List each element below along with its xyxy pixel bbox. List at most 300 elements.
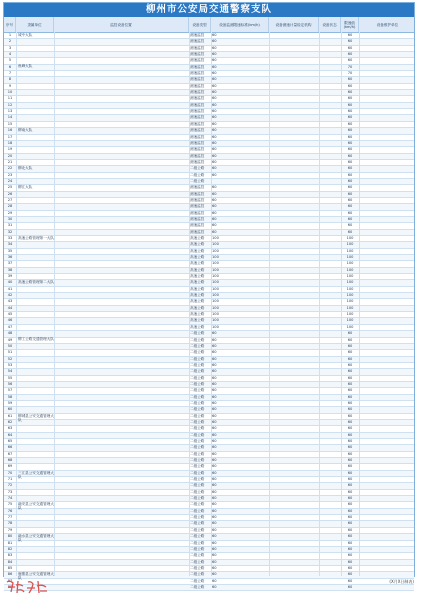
grid-divider bbox=[211, 32, 212, 576]
row-speed-standard: 60 bbox=[212, 331, 217, 336]
col-head-no: 序号 bbox=[4, 17, 16, 32]
row-speed-limit: 60 bbox=[347, 445, 353, 450]
row-number: 72 bbox=[7, 483, 13, 488]
row-number: 6 bbox=[8, 64, 12, 69]
row-device-type: 二级公路 bbox=[190, 559, 205, 564]
row-device-type: 二级公路 bbox=[190, 178, 205, 183]
row-speed-standard: 60 bbox=[212, 572, 217, 577]
row-device-type: 测速监控 bbox=[190, 96, 205, 101]
row-number: 85 bbox=[7, 565, 13, 570]
row-speed-limit: 60 bbox=[347, 477, 353, 482]
row-speed-standard: 60 bbox=[212, 71, 217, 76]
row-speed-standard: 60 bbox=[212, 470, 217, 475]
row-number: 25 bbox=[7, 185, 13, 190]
row-speed-standard: 60 bbox=[212, 413, 217, 418]
row-device-type: 高速公路 bbox=[190, 299, 205, 304]
row-device-type: 测速监控 bbox=[190, 33, 205, 37]
row-number: 58 bbox=[7, 394, 13, 399]
row-speed-limit: 60 bbox=[347, 540, 353, 545]
row-speed-standard: 60 bbox=[212, 489, 217, 494]
row-speed-limit: 100 bbox=[346, 299, 354, 304]
row-speed-standard: 100 bbox=[212, 267, 219, 272]
row-speed-limit: 60 bbox=[347, 178, 353, 183]
row-speed-limit: 60 bbox=[347, 432, 353, 437]
row-speed-limit: 60 bbox=[347, 400, 353, 405]
row-device-type: 高速公路 bbox=[190, 255, 205, 260]
row-number: 32 bbox=[7, 229, 13, 234]
col-head-supplier: 设备测速计量检定机构 bbox=[269, 17, 319, 32]
newspaper-logo-stamp bbox=[4, 578, 50, 596]
row-speed-standard: 60 bbox=[212, 90, 217, 95]
row-speed-standard: 60 bbox=[212, 559, 217, 564]
row-device-type: 二级公路 bbox=[190, 502, 205, 507]
row-number: 18 bbox=[7, 140, 13, 145]
unit-group-label: 高速公路管理第一大队 bbox=[18, 235, 54, 240]
row-speed-limit: 60 bbox=[347, 553, 353, 558]
unit-group-label: 鹿寨县公安交通管理大队 bbox=[18, 572, 54, 581]
row-number: 52 bbox=[7, 356, 13, 361]
row-device-type: 高速公路 bbox=[190, 236, 205, 240]
table-body bbox=[4, 33, 414, 591]
row-speed-standard: 60 bbox=[212, 407, 217, 412]
row-number: 14 bbox=[7, 115, 13, 120]
row-speed-standard: 100 bbox=[212, 286, 219, 291]
row-speed-standard: 60 bbox=[212, 140, 217, 145]
row-speed-limit: 60 bbox=[347, 191, 353, 196]
row-speed-standard bbox=[211, 179, 269, 184]
col-head-unit: 隶属单位 bbox=[16, 17, 54, 32]
row-speed-limit: 60 bbox=[347, 102, 353, 107]
row-device-type: 测速监控 bbox=[190, 185, 205, 190]
row-speed-standard: 100 bbox=[212, 236, 219, 240]
row-speed-limit: 60 bbox=[347, 96, 353, 101]
row-number: 66 bbox=[7, 445, 13, 450]
row-number: 4 bbox=[8, 52, 12, 57]
row-speed-limit: 60 bbox=[347, 426, 353, 431]
row-number: 38 bbox=[7, 267, 13, 272]
unit-group-label: 三江县公安交通管理大队 bbox=[18, 470, 54, 479]
grid-divider bbox=[16, 32, 17, 576]
row-speed-standard: 60 bbox=[212, 515, 217, 520]
row-speed-standard: 60 bbox=[212, 426, 217, 431]
row-number: 87 bbox=[7, 578, 13, 583]
row-speed-limit: 100 bbox=[346, 255, 354, 260]
row-speed-standard: 60 bbox=[212, 483, 217, 488]
row-number: 79 bbox=[7, 527, 13, 532]
row-speed-limit: 100 bbox=[346, 274, 354, 279]
row-speed-limit: 60 bbox=[347, 197, 353, 202]
row-number: 77 bbox=[7, 515, 13, 520]
row-device-type: 测速监控 bbox=[190, 115, 205, 120]
row-number: 1 bbox=[8, 33, 12, 37]
row-speed-standard: 100 bbox=[212, 293, 219, 298]
row-speed-standard: 60 bbox=[212, 33, 217, 37]
row-speed-standard: 100 bbox=[212, 324, 219, 329]
row-speed-standard: 60 bbox=[212, 565, 217, 570]
unit-group-label: 融水县公安交通管理大队 bbox=[18, 534, 54, 543]
unit-group-label: 高速公路管理第二大队 bbox=[18, 280, 54, 285]
row-speed-standard: 60 bbox=[212, 109, 217, 114]
row-speed-limit: 100 bbox=[346, 280, 354, 285]
row-speed-standard: 60 bbox=[212, 128, 217, 133]
row-device-type: 高速公路 bbox=[190, 293, 205, 298]
unit-group-label: 柳北大队 bbox=[18, 165, 33, 170]
row-speed-standard: 60 bbox=[212, 96, 217, 101]
row-speed-limit: 60 bbox=[347, 343, 353, 348]
row-speed-limit: 60 bbox=[347, 483, 353, 488]
row-device-type: 高速公路 bbox=[190, 318, 205, 323]
row-device-type: 高速公路 bbox=[190, 324, 205, 329]
row-number: 50 bbox=[7, 343, 13, 348]
row-device-type: 二级公路 bbox=[190, 546, 205, 551]
row-device-type: 测速监控 bbox=[190, 191, 205, 196]
row-speed-limit: 60 bbox=[347, 39, 353, 44]
row-speed-standard: 60 bbox=[212, 356, 217, 361]
row-speed-limit: 100 bbox=[346, 324, 354, 329]
row-number: 83 bbox=[7, 553, 13, 558]
unit-group-label: 柳南大队 bbox=[18, 127, 33, 132]
row-number: 17 bbox=[7, 134, 13, 139]
row-number: 8 bbox=[8, 77, 12, 82]
row-speed-standard: 60 bbox=[212, 204, 217, 209]
row-number: 53 bbox=[7, 362, 13, 367]
row-speed-limit: 60 bbox=[347, 128, 353, 133]
row-device-type: 测速监控 bbox=[190, 216, 205, 221]
row-speed-limit: 100 bbox=[346, 293, 354, 298]
row-number: 35 bbox=[7, 248, 13, 253]
row-number: 28 bbox=[7, 204, 13, 209]
row-speed-limit: 60 bbox=[347, 559, 353, 564]
row-number: 51 bbox=[7, 350, 13, 355]
row-device-type: 二级公路 bbox=[190, 477, 205, 482]
row-speed-limit: 60 bbox=[347, 419, 353, 424]
row-device-type: 测速监控 bbox=[190, 159, 205, 164]
row-speed-standard: 60 bbox=[212, 223, 217, 228]
row-device-type: 高速公路 bbox=[190, 242, 205, 247]
row-speed-standard: 100 bbox=[212, 318, 219, 323]
row-speed-standard: 60 bbox=[212, 115, 217, 120]
row-speed-standard: 60 bbox=[212, 369, 217, 374]
row-device-type: 二级公路 bbox=[190, 388, 205, 393]
row-device-type: 二级公路 bbox=[190, 381, 205, 386]
row-device-type: 测速监控 bbox=[190, 121, 205, 126]
row-speed-standard: 60 bbox=[212, 147, 217, 152]
row-number: 84 bbox=[7, 559, 13, 564]
row-speed-limit: 60 bbox=[347, 140, 353, 145]
row-number: 60 bbox=[7, 407, 13, 412]
row-device-type: 二级公路 bbox=[190, 445, 205, 450]
row-speed-limit: 60 bbox=[347, 115, 353, 120]
row-device-type: 测速监控 bbox=[190, 77, 205, 82]
row-number: 24 bbox=[7, 178, 13, 183]
row-speed-standard: 60 bbox=[212, 39, 217, 44]
row-speed-standard: 60 bbox=[212, 578, 217, 583]
row-device-type: 二级公路 bbox=[190, 470, 205, 475]
unit-group-label: 柳工公路交通管理大队 bbox=[18, 337, 54, 342]
row-number: 62 bbox=[7, 419, 13, 424]
row-speed-standard: 60 bbox=[212, 521, 217, 526]
row-speed-limit: 60 bbox=[347, 470, 353, 475]
row-speed-standard: 100 bbox=[212, 305, 219, 310]
row-number: 81 bbox=[7, 540, 13, 545]
row-number: 78 bbox=[7, 521, 13, 526]
row-device-type: 二级公路 bbox=[190, 166, 205, 171]
row-device-type: 测速监控 bbox=[190, 134, 205, 139]
grid-divider bbox=[359, 32, 360, 576]
row-speed-limit: 60 bbox=[347, 502, 353, 507]
row-number: 33 bbox=[7, 236, 13, 240]
row-speed-limit: 60 bbox=[347, 578, 353, 583]
row-speed-standard: 100 bbox=[212, 280, 219, 285]
row-speed-standard: 60 bbox=[212, 52, 217, 57]
row-device-type: 二级公路 bbox=[190, 419, 205, 424]
row-speed-standard: 60 bbox=[212, 121, 217, 126]
row-speed-limit: 60 bbox=[347, 407, 353, 412]
row-device-type: 二级公路 bbox=[190, 572, 205, 577]
row-speed-standard: 60 bbox=[212, 350, 217, 355]
row-speed-standard: 60 bbox=[212, 134, 217, 139]
row-speed-limit: 100 bbox=[346, 305, 354, 310]
row-speed-limit: 60 bbox=[347, 369, 353, 374]
col-head-speed: 设备监测限速标准(km/h) bbox=[211, 17, 269, 32]
row-device-type: 二级公路 bbox=[190, 489, 205, 494]
row-number: 88 bbox=[7, 584, 13, 589]
row-number: 15 bbox=[7, 121, 13, 126]
row-number: 9 bbox=[8, 83, 12, 88]
row-device-type: 测速监控 bbox=[190, 197, 205, 202]
row-number: 45 bbox=[7, 312, 13, 317]
row-number: 7 bbox=[8, 71, 12, 76]
row-speed-standard: 100 bbox=[212, 242, 219, 247]
row-device-type: 二级公路 bbox=[190, 394, 205, 399]
unit-group-label: 城中大队 bbox=[18, 32, 33, 37]
row-speed-standard: 60 bbox=[212, 451, 217, 456]
row-device-type: 二级公路 bbox=[190, 534, 205, 539]
row-device-type: 二级公路 bbox=[190, 439, 205, 443]
row-device-type: 测速监控 bbox=[190, 109, 205, 114]
row-number: 43 bbox=[7, 299, 13, 304]
row-number: 54 bbox=[7, 369, 13, 374]
row-speed-standard: 60 bbox=[212, 432, 217, 437]
row-device-type: 二级公路 bbox=[190, 515, 205, 520]
row-speed-limit: 60 bbox=[347, 584, 353, 589]
row-number: 16 bbox=[7, 128, 13, 133]
row-speed-limit: 60 bbox=[347, 33, 353, 37]
row-speed-standard: 60 bbox=[212, 400, 217, 405]
row-device-type: 二级公路 bbox=[190, 407, 205, 412]
row-number: 12 bbox=[7, 102, 13, 107]
row-speed-standard: 100 bbox=[212, 248, 219, 253]
row-device-type: 测速监控 bbox=[190, 71, 205, 76]
row-speed-limit: 60 bbox=[347, 350, 353, 355]
row-speed-standard: 100 bbox=[212, 312, 219, 317]
row-device-type: 二级公路 bbox=[190, 565, 205, 570]
row-speed-limit: 60 bbox=[347, 496, 353, 501]
row-speed-limit: 60 bbox=[347, 204, 353, 209]
row-device-type: 二级公路 bbox=[190, 426, 205, 431]
row-device-type: 二级公路 bbox=[190, 451, 205, 456]
row-speed-standard: 60 bbox=[212, 102, 217, 107]
row-device-type: 二级公路 bbox=[190, 527, 205, 532]
row-speed-limit: 100 bbox=[346, 286, 354, 291]
grid-divider bbox=[269, 32, 270, 576]
row-speed-limit: 60 bbox=[347, 172, 353, 177]
row-device-type: 测速监控 bbox=[190, 102, 205, 107]
column-header-row bbox=[4, 17, 414, 33]
row-number: 67 bbox=[7, 451, 13, 456]
row-speed-standard: 60 bbox=[212, 362, 217, 367]
row-device-type: 测速监控 bbox=[190, 204, 205, 209]
row-number: 29 bbox=[7, 210, 13, 215]
grid-divider bbox=[341, 32, 342, 576]
row-speed-limit: 60 bbox=[347, 356, 353, 361]
row-device-type: 高速公路 bbox=[190, 274, 205, 279]
row-number: 11 bbox=[7, 96, 13, 101]
row-number: 5 bbox=[8, 58, 12, 63]
row-speed-limit: 60 bbox=[347, 464, 353, 469]
row-number: 10 bbox=[7, 90, 13, 95]
row-number: 40 bbox=[7, 280, 13, 285]
row-number: 21 bbox=[7, 159, 13, 164]
row-number: 2 bbox=[8, 39, 12, 44]
row-speed-standard: 100 bbox=[212, 299, 219, 304]
row-number: 47 bbox=[7, 324, 13, 329]
row-speed-standard: 60 bbox=[212, 58, 217, 63]
row-device-type: 二级公路 bbox=[190, 553, 205, 558]
row-speed-limit: 60 bbox=[347, 546, 353, 551]
row-device-type: 测速监控 bbox=[190, 128, 205, 133]
row-speed-standard: 60 bbox=[212, 388, 217, 393]
row-speed-standard: 60 bbox=[212, 159, 217, 164]
grid-divider bbox=[54, 32, 55, 576]
row-speed-limit: 70 bbox=[347, 64, 353, 69]
row-speed-standard: 60 bbox=[212, 191, 217, 196]
col-head-type: 设备类型 bbox=[189, 17, 211, 32]
row-speed-limit: 60 bbox=[347, 381, 353, 386]
unit-group-label: 融安县公安交通管理大队 bbox=[18, 502, 54, 511]
row-speed-limit: 60 bbox=[347, 185, 353, 190]
row-number: 48 bbox=[7, 331, 13, 336]
row-device-type: 高速公路 bbox=[190, 312, 205, 317]
calligraphy-logo-icon bbox=[7, 581, 47, 593]
row-device-type: 测速监控 bbox=[190, 210, 205, 215]
row-device-type: 测速监控 bbox=[190, 147, 205, 152]
row-speed-standard: 60 bbox=[212, 534, 217, 539]
row-device-type: 测速监控 bbox=[190, 58, 205, 63]
row-number: 64 bbox=[7, 432, 13, 437]
row-device-type: 二级公路 bbox=[190, 432, 205, 437]
row-number: 86 bbox=[7, 572, 13, 577]
row-speed-standard: 100 bbox=[212, 261, 219, 266]
row-number: 20 bbox=[7, 153, 13, 158]
row-speed-limit: 60 bbox=[347, 375, 353, 380]
row-number: 36 bbox=[7, 255, 13, 260]
row-number: 82 bbox=[7, 546, 13, 551]
col-head-limit: 限速值(km/h) bbox=[341, 17, 359, 32]
row-speed-standard: 60 bbox=[212, 83, 217, 88]
row-number: 74 bbox=[7, 496, 13, 501]
row-speed-limit: 60 bbox=[347, 109, 353, 114]
row-device-type: 二级公路 bbox=[190, 350, 205, 355]
row-device-type: 测速监控 bbox=[190, 83, 205, 88]
row-speed-limit: 60 bbox=[347, 508, 353, 513]
row-speed-limit: 70 bbox=[347, 71, 353, 76]
row-device-type: 高速公路 bbox=[190, 305, 205, 310]
row-speed-standard: 100 bbox=[212, 255, 219, 260]
row-speed-standard: 60 bbox=[212, 229, 217, 234]
row-number: 70 bbox=[7, 470, 13, 475]
row-speed-limit: 100 bbox=[346, 318, 354, 323]
row-speed-limit: 60 bbox=[347, 451, 353, 456]
row-speed-standard: 60 bbox=[212, 419, 217, 424]
row-number: 49 bbox=[7, 337, 13, 342]
row-number: 22 bbox=[7, 166, 13, 171]
row-speed-limit: 60 bbox=[347, 134, 353, 139]
table-title: 柳州市公安局交通警察支队 bbox=[4, 3, 414, 17]
row-speed-standard: 60 bbox=[212, 343, 217, 348]
col-head-operator: 设备维护单位 bbox=[376, 22, 399, 27]
row-device-type: 测速监控 bbox=[190, 39, 205, 44]
row-speed-standard: 60 bbox=[212, 337, 217, 342]
row-device-type: 高速公路 bbox=[190, 261, 205, 266]
row-number: 63 bbox=[7, 426, 13, 431]
row-number: 37 bbox=[7, 261, 13, 266]
row-device-type: 测速监控 bbox=[190, 153, 205, 158]
row-device-type: 二级公路 bbox=[190, 584, 205, 589]
row-speed-limit: 60 bbox=[347, 413, 353, 418]
row-speed-limit: 60 bbox=[347, 331, 353, 336]
table-footnote: (X月X日制表) bbox=[389, 579, 414, 584]
row-device-type: 二级公路 bbox=[190, 369, 205, 374]
row-number: 39 bbox=[7, 274, 13, 279]
row-device-type: 测速监控 bbox=[190, 140, 205, 145]
row-speed-standard: 60 bbox=[212, 458, 217, 463]
row-speed-limit: 60 bbox=[347, 58, 353, 63]
row-device-type: 二级公路 bbox=[190, 331, 205, 336]
row-number: 31 bbox=[7, 223, 13, 228]
row-speed-standard: 60 bbox=[212, 508, 217, 513]
row-speed-standard: 60 bbox=[212, 381, 217, 386]
row-number: 19 bbox=[7, 147, 13, 152]
row-device-type: 二级公路 bbox=[190, 464, 205, 469]
row-number: 75 bbox=[7, 502, 13, 507]
row-device-type: 二级公路 bbox=[190, 483, 205, 488]
row-speed-limit: 100 bbox=[346, 261, 354, 266]
row-speed-limit: 60 bbox=[347, 458, 353, 463]
row-speed-standard: 60 bbox=[212, 527, 217, 532]
row-device-type: 测速监控 bbox=[190, 229, 205, 234]
row-number: 71 bbox=[7, 477, 13, 482]
row-device-type: 二级公路 bbox=[190, 458, 205, 463]
row-speed-standard: 60 bbox=[212, 166, 217, 171]
row-speed-limit: 60 bbox=[347, 159, 353, 164]
row-speed-standard: 60 bbox=[212, 77, 217, 82]
row-speed-limit: 60 bbox=[347, 521, 353, 526]
row-number: 65 bbox=[7, 439, 13, 443]
unit-group-label: 鱼峰大队 bbox=[18, 64, 33, 69]
row-speed-standard: 60 bbox=[212, 375, 217, 380]
row-speed-standard: 60 bbox=[212, 502, 217, 507]
row-speed-limit: 60 bbox=[347, 147, 353, 152]
row-device-type: 二级公路 bbox=[190, 540, 205, 545]
row-speed-limit: 60 bbox=[347, 394, 353, 399]
row-speed-limit: 60 bbox=[347, 337, 353, 342]
row-speed-limit: 60 bbox=[347, 52, 353, 57]
row-speed-standard: 60 bbox=[212, 153, 217, 158]
row-number: 26 bbox=[7, 191, 13, 196]
row-speed-standard: 60 bbox=[212, 216, 217, 221]
row-speed-standard: 60 bbox=[212, 64, 217, 69]
